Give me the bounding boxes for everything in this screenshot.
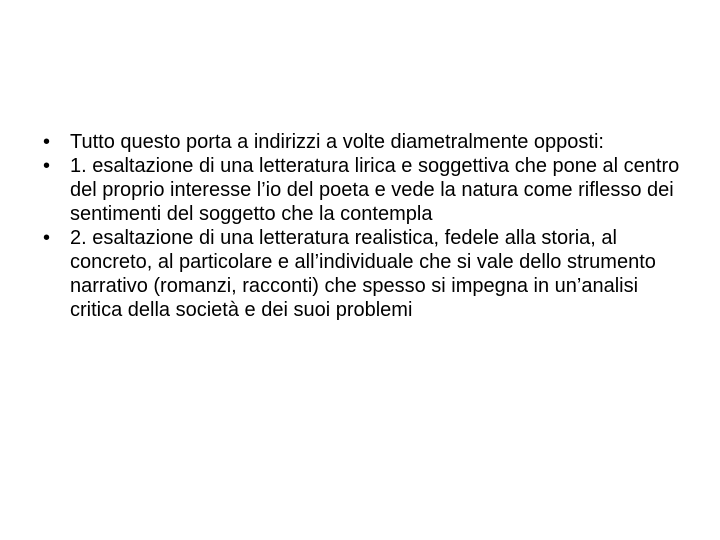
bullet-text: 2. esaltazione di una letteratura realistica, fedele alla storia, al concreto, al particolare e all’individuale che si vale dello strumento narrativo (romanzi, racconti) che spesso si impegna in un’analisi critica della società e dei suoi problemi <box>70 227 656 321</box>
bullet-marker: • <box>43 131 51 153</box>
bullet-item-3 <box>43 226 683 322</box>
bullet-text: 1. esaltazione di una letteratura lirica e soggettiva che pone al centro del proprio interesse l’io del poeta e vede la natura come riflesso dei sentimenti del soggetto che la contempla <box>70 155 680 225</box>
bullet-marker: • <box>43 155 51 177</box>
bullet-list <box>43 130 683 322</box>
bullet-item-1 <box>43 130 683 154</box>
bullet-item-2 <box>43 154 683 226</box>
bullet-text: Tutto questo porta a indirizzi a volte diametralmente opposti: <box>70 131 604 153</box>
bullet-marker: • <box>43 227 51 249</box>
